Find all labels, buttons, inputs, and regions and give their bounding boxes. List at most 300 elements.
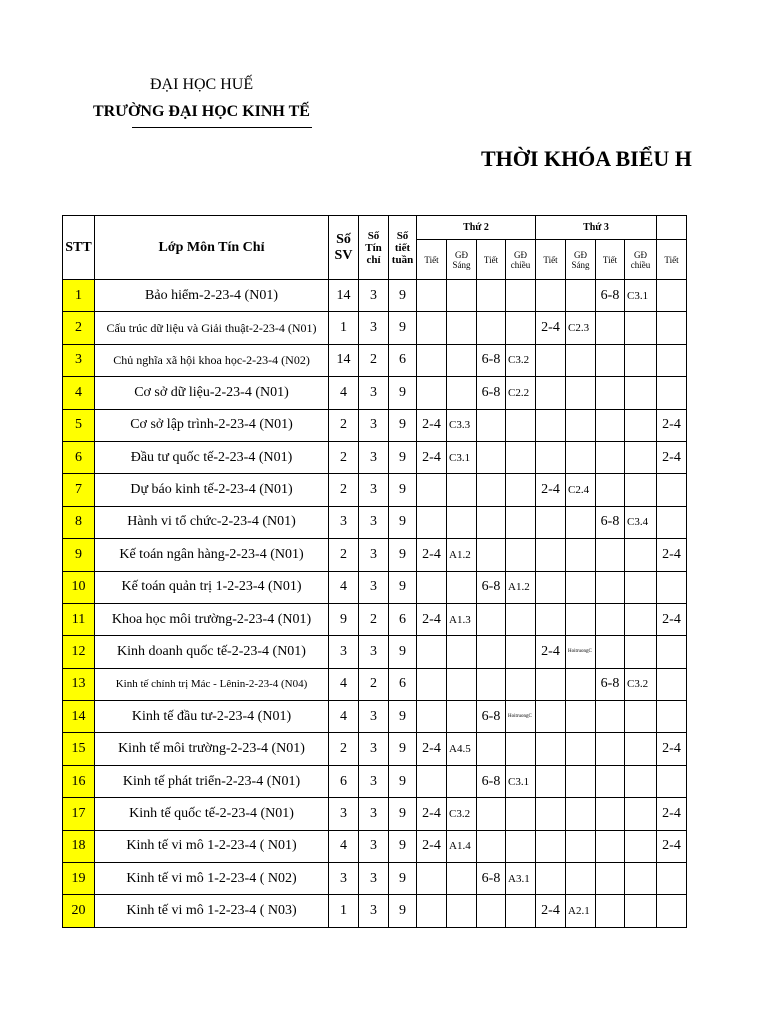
timetable <box>62 215 687 928</box>
tuesday-morning-periods <box>536 830 566 862</box>
class-name: Kinh doanh quốc tế-2-23-4 (N01) <box>95 636 329 668</box>
class-name: Kế toán quản trị 1-2-23-4 (N01) <box>95 571 329 603</box>
table-row <box>63 441 687 473</box>
tuesday-morning-room <box>566 344 596 376</box>
monday-afternoon-room <box>506 409 536 441</box>
monday-afternoon-room <box>506 733 536 765</box>
tuesday-morning-periods <box>536 280 566 312</box>
table-row <box>63 539 687 571</box>
header-credits-line3: chỉ <box>366 253 381 266</box>
period-count: 9 <box>389 280 417 312</box>
tuesday-afternoon-room <box>625 571 657 603</box>
credit-count: 2 <box>359 603 389 635</box>
tuesday-afternoon-periods <box>596 344 625 376</box>
period-count: 6 <box>389 668 417 700</box>
tuesday-morning-room <box>566 441 596 473</box>
table-row <box>63 409 687 441</box>
credit-count: 3 <box>359 409 389 441</box>
table-row <box>63 506 687 538</box>
header-underline <box>132 127 312 128</box>
table-row <box>63 377 687 409</box>
monday-afternoon-periods: 6-8 <box>477 571 506 603</box>
row-number: 10 <box>63 571 95 603</box>
student-count: 4 <box>329 377 359 409</box>
period-count: 9 <box>389 506 417 538</box>
student-count: 2 <box>329 733 359 765</box>
row-number: 12 <box>63 636 95 668</box>
monday-morning-periods: 2-4 <box>417 830 447 862</box>
tuesday-afternoon-room <box>625 701 657 733</box>
monday-morning-room: A1.4 <box>447 830 477 862</box>
tuesday-afternoon-room <box>625 539 657 571</box>
monday-morning-periods: 2-4 <box>417 603 447 635</box>
period-count: 9 <box>389 571 417 603</box>
header-periods-line2: tiết <box>394 241 411 254</box>
monday-morning-room <box>447 506 477 538</box>
tuesday-afternoon-room <box>625 798 657 830</box>
page-title: THỜI KHÓA BIỂU H <box>481 146 692 171</box>
wednesday-periods: 2-4 <box>657 603 687 635</box>
table-row <box>63 733 687 765</box>
table-row <box>63 798 687 830</box>
row-number: 8 <box>63 506 95 538</box>
credit-count: 3 <box>359 863 389 895</box>
tuesday-morning-room <box>566 733 596 765</box>
tuesday-morning-periods <box>536 506 566 538</box>
monday-morning-periods <box>417 312 447 344</box>
row-number: 11 <box>63 603 95 635</box>
row-number: 14 <box>63 701 95 733</box>
period-count: 9 <box>389 895 417 927</box>
monday-afternoon-room <box>506 506 536 538</box>
header-t3-tiet-afternoon: Tiết <box>596 240 625 280</box>
monday-afternoon-periods <box>477 312 506 344</box>
monday-morning-periods: 2-4 <box>417 798 447 830</box>
header-t3-gd-morning <box>566 240 596 280</box>
student-count: 3 <box>329 636 359 668</box>
monday-afternoon-periods: 6-8 <box>477 701 506 733</box>
monday-afternoon-room <box>506 830 536 862</box>
monday-morning-periods <box>417 474 447 506</box>
row-number: 16 <box>63 765 95 797</box>
header-periods-line3: tuần <box>391 253 414 266</box>
timetable-body <box>63 280 687 928</box>
tuesday-afternoon-periods <box>596 474 625 506</box>
wednesday-periods <box>657 863 687 895</box>
tuesday-morning-periods <box>536 668 566 700</box>
class-name: Kế toán ngân hàng-2-23-4 (N01) <box>95 539 329 571</box>
monday-afternoon-room <box>506 474 536 506</box>
monday-morning-periods <box>417 377 447 409</box>
tuesday-morning-room: A2.1 <box>566 895 596 927</box>
tuesday-morning-periods <box>536 441 566 473</box>
student-count: 1 <box>329 312 359 344</box>
gd-label: GĐ <box>514 249 527 260</box>
period-count: 9 <box>389 863 417 895</box>
wednesday-periods: 2-4 <box>657 798 687 830</box>
tuesday-afternoon-periods <box>596 830 625 862</box>
monday-morning-room <box>447 377 477 409</box>
class-name: Kinh tế phát triển-2-23-4 (N01) <box>95 765 329 797</box>
monday-afternoon-room <box>506 539 536 571</box>
tuesday-afternoon-periods <box>596 409 625 441</box>
monday-morning-room <box>447 474 477 506</box>
period-count: 9 <box>389 830 417 862</box>
period-count: 9 <box>389 798 417 830</box>
wednesday-periods <box>657 506 687 538</box>
tuesday-morning-room <box>566 539 596 571</box>
monday-morning-room <box>447 668 477 700</box>
tuesday-morning-periods: 2-4 <box>536 636 566 668</box>
class-name: Kinh tế vi mô 1-2-23-4 ( N01) <box>95 830 329 862</box>
monday-afternoon-room: HoitruongC <box>506 701 536 733</box>
row-number: 7 <box>63 474 95 506</box>
period-count: 9 <box>389 539 417 571</box>
wednesday-periods: 2-4 <box>657 441 687 473</box>
gd-label: GĐ <box>455 249 468 260</box>
monday-morning-periods: 2-4 <box>417 539 447 571</box>
class-name: Đầu tư quốc tế-2-23-4 (N01) <box>95 441 329 473</box>
monday-morning-room <box>447 765 477 797</box>
tuesday-morning-room: HoitruongC <box>566 636 596 668</box>
student-count: 2 <box>329 474 359 506</box>
monday-afternoon-periods <box>477 636 506 668</box>
tuesday-morning-periods <box>536 603 566 635</box>
row-number: 1 <box>63 280 95 312</box>
monday-afternoon-periods <box>477 474 506 506</box>
header-t2-gd-afternoon <box>506 240 536 280</box>
class-name: Hành vi tổ chức-2-23-4 (N01) <box>95 506 329 538</box>
monday-afternoon-periods <box>477 506 506 538</box>
monday-morning-room <box>447 280 477 312</box>
wednesday-periods <box>657 636 687 668</box>
student-count: 3 <box>329 863 359 895</box>
class-name: Dự báo kinh tế-2-23-4 (N01) <box>95 474 329 506</box>
credit-count: 3 <box>359 830 389 862</box>
student-count: 3 <box>329 506 359 538</box>
table-row <box>63 603 687 635</box>
wednesday-periods <box>657 344 687 376</box>
tuesday-afternoon-periods <box>596 863 625 895</box>
table-row <box>63 701 687 733</box>
period-count: 9 <box>389 636 417 668</box>
monday-afternoon-room <box>506 668 536 700</box>
monday-morning-periods <box>417 701 447 733</box>
monday-morning-room: C3.3 <box>447 409 477 441</box>
credit-count: 3 <box>359 474 389 506</box>
tuesday-afternoon-room <box>625 474 657 506</box>
student-count: 2 <box>329 441 359 473</box>
header-credits-line2: Tín <box>365 241 382 254</box>
tuesday-afternoon-room <box>625 765 657 797</box>
tuesday-morning-room <box>566 668 596 700</box>
monday-morning-periods <box>417 863 447 895</box>
monday-morning-room <box>447 895 477 927</box>
tuesday-afternoon-periods <box>596 377 625 409</box>
tuesday-afternoon-periods <box>596 765 625 797</box>
monday-morning-periods <box>417 571 447 603</box>
monday-morning-room: A1.3 <box>447 603 477 635</box>
tuesday-morning-periods: 2-4 <box>536 895 566 927</box>
monday-morning-room <box>447 863 477 895</box>
student-count: 2 <box>329 539 359 571</box>
tuesday-afternoon-room: C3.1 <box>625 280 657 312</box>
tuesday-afternoon-room <box>625 863 657 895</box>
header-class: Lớp Môn Tín Chỉ <box>95 216 329 280</box>
monday-afternoon-periods <box>477 895 506 927</box>
monday-morning-periods <box>417 895 447 927</box>
tuesday-morning-room <box>566 377 596 409</box>
monday-afternoon-periods: 6-8 <box>477 765 506 797</box>
tuesday-afternoon-periods <box>596 636 625 668</box>
student-count: 6 <box>329 765 359 797</box>
header-students-line2: SV <box>334 247 353 263</box>
tuesday-morning-room <box>566 603 596 635</box>
row-number: 13 <box>63 668 95 700</box>
class-name: Kinh tế chính trị Mác - Lênin-2-23-4 (N04) <box>95 668 329 700</box>
gd-label: GĐ <box>634 249 647 260</box>
table-row <box>63 668 687 700</box>
class-name: Cơ sở dữ liệu-2-23-4 (N01) <box>95 377 329 409</box>
header-periods <box>389 216 417 280</box>
row-number: 5 <box>63 409 95 441</box>
credit-count: 3 <box>359 733 389 765</box>
tuesday-morning-room <box>566 765 596 797</box>
row-number: 15 <box>63 733 95 765</box>
monday-morning-room <box>447 571 477 603</box>
tuesday-morning-room: C2.3 <box>566 312 596 344</box>
tuesday-afternoon-room <box>625 830 657 862</box>
table-row <box>63 895 687 927</box>
wednesday-periods <box>657 765 687 797</box>
class-name: Cơ sở lập trình-2-23-4 (N01) <box>95 409 329 441</box>
tuesday-afternoon-periods <box>596 312 625 344</box>
tuesday-afternoon-room <box>625 636 657 668</box>
tuesday-morning-room <box>566 506 596 538</box>
header-stt: STT <box>63 216 95 280</box>
monday-morning-room: A4.5 <box>447 733 477 765</box>
monday-afternoon-periods: 6-8 <box>477 377 506 409</box>
student-count: 2 <box>329 409 359 441</box>
monday-afternoon-room: A3.1 <box>506 863 536 895</box>
student-count: 14 <box>329 280 359 312</box>
monday-morning-periods <box>417 506 447 538</box>
tuesday-morning-periods <box>536 377 566 409</box>
tuesday-morning-periods <box>536 765 566 797</box>
class-name: Bảo hiểm-2-23-4 (N01) <box>95 280 329 312</box>
monday-morning-room: C3.1 <box>447 441 477 473</box>
row-number: 3 <box>63 344 95 376</box>
student-count: 14 <box>329 344 359 376</box>
tuesday-morning-room <box>566 830 596 862</box>
header-credits-line1: Số <box>367 229 380 242</box>
tuesday-morning-room: C2.4 <box>566 474 596 506</box>
credit-count: 3 <box>359 441 389 473</box>
tuesday-morning-periods <box>536 798 566 830</box>
monday-morning-periods: 2-4 <box>417 441 447 473</box>
monday-morning-room <box>447 701 477 733</box>
monday-morning-periods: 2-4 <box>417 409 447 441</box>
period-count: 9 <box>389 474 417 506</box>
monday-afternoon-room <box>506 603 536 635</box>
wednesday-periods: 2-4 <box>657 539 687 571</box>
period-count: 9 <box>389 312 417 344</box>
student-count: 1 <box>329 895 359 927</box>
class-name: Kinh tế vi mô 1-2-23-4 ( N03) <box>95 895 329 927</box>
table-row <box>63 863 687 895</box>
class-name: Kinh tế quốc tế-2-23-4 (N01) <box>95 798 329 830</box>
wednesday-periods <box>657 895 687 927</box>
credit-count: 3 <box>359 280 389 312</box>
row-number: 20 <box>63 895 95 927</box>
header-t3-tiet-morning: Tiết <box>536 240 566 280</box>
period-count: 9 <box>389 377 417 409</box>
tuesday-morning-room <box>566 701 596 733</box>
table-row <box>63 344 687 376</box>
tuesday-morning-periods <box>536 344 566 376</box>
monday-afternoon-periods <box>477 668 506 700</box>
student-count: 3 <box>329 798 359 830</box>
tuesday-morning-periods <box>536 409 566 441</box>
header-day-monday: Thứ 2 <box>417 216 536 240</box>
credit-count: 3 <box>359 506 389 538</box>
tuesday-morning-room <box>566 409 596 441</box>
university-name: ĐẠI HỌC HUẾ <box>150 76 254 93</box>
monday-morning-periods: 2-4 <box>417 733 447 765</box>
wednesday-periods <box>657 312 687 344</box>
tuesday-afternoon-periods <box>596 603 625 635</box>
monday-afternoon-room <box>506 280 536 312</box>
monday-morning-periods <box>417 344 447 376</box>
header-t2-tiet-morning: Tiết <box>417 240 447 280</box>
tuesday-afternoon-periods <box>596 539 625 571</box>
credit-count: 3 <box>359 571 389 603</box>
wednesday-periods <box>657 377 687 409</box>
monday-morning-room <box>447 312 477 344</box>
tuesday-afternoon-room <box>625 344 657 376</box>
monday-morning-room: C3.2 <box>447 798 477 830</box>
header-t4-tiet: Tiết <box>657 240 687 280</box>
wednesday-periods <box>657 701 687 733</box>
gd-afternoon-label: chiều <box>630 259 651 270</box>
monday-afternoon-room <box>506 798 536 830</box>
monday-morning-periods <box>417 636 447 668</box>
tuesday-afternoon-room: C3.4 <box>625 506 657 538</box>
table-row <box>63 830 687 862</box>
wednesday-periods: 2-4 <box>657 733 687 765</box>
monday-afternoon-room: C3.2 <box>506 344 536 376</box>
tuesday-afternoon-room <box>625 895 657 927</box>
header-day-tuesday: Thứ 3 <box>536 216 657 240</box>
wednesday-periods: 2-4 <box>657 830 687 862</box>
row-number: 17 <box>63 798 95 830</box>
wednesday-periods <box>657 280 687 312</box>
tuesday-afternoon-periods <box>596 571 625 603</box>
monday-morning-room: A1.2 <box>447 539 477 571</box>
table-row <box>63 280 687 312</box>
school-name: TRƯỜNG ĐẠI HỌC KINH TẾ <box>93 103 310 120</box>
tuesday-morning-room <box>566 798 596 830</box>
monday-afternoon-periods <box>477 798 506 830</box>
table-row <box>63 474 687 506</box>
tuesday-afternoon-periods <box>596 798 625 830</box>
table-row <box>63 571 687 603</box>
wednesday-periods <box>657 571 687 603</box>
header-periods-line1: Số <box>396 229 409 242</box>
wednesday-periods <box>657 474 687 506</box>
period-count: 9 <box>389 733 417 765</box>
period-count: 6 <box>389 344 417 376</box>
monday-afternoon-room: C3.1 <box>506 765 536 797</box>
tuesday-afternoon-room: C3.2 <box>625 668 657 700</box>
table-row <box>63 312 687 344</box>
tuesday-afternoon-periods: 6-8 <box>596 280 625 312</box>
tuesday-morning-room <box>566 863 596 895</box>
monday-afternoon-periods <box>477 409 506 441</box>
header-students-line1: Số <box>336 231 351 247</box>
tuesday-morning-periods <box>536 863 566 895</box>
row-number: 18 <box>63 830 95 862</box>
row-number: 2 <box>63 312 95 344</box>
tuesday-afternoon-periods: 6-8 <box>596 668 625 700</box>
period-count: 6 <box>389 603 417 635</box>
monday-afternoon-room: C2.2 <box>506 377 536 409</box>
credit-count: 2 <box>359 668 389 700</box>
tuesday-morning-periods <box>536 733 566 765</box>
monday-afternoon-periods <box>477 539 506 571</box>
row-number: 6 <box>63 441 95 473</box>
tuesday-afternoon-room <box>625 377 657 409</box>
monday-morning-periods <box>417 668 447 700</box>
monday-afternoon-periods <box>477 830 506 862</box>
table-row <box>63 765 687 797</box>
tuesday-afternoon-room <box>625 603 657 635</box>
period-count: 9 <box>389 701 417 733</box>
period-count: 9 <box>389 409 417 441</box>
student-count: 4 <box>329 701 359 733</box>
wednesday-periods: 2-4 <box>657 409 687 441</box>
class-name: Kinh tế vi mô 1-2-23-4 ( N02) <box>95 863 329 895</box>
tuesday-morning-periods: 2-4 <box>536 312 566 344</box>
tuesday-afternoon-periods <box>596 733 625 765</box>
credit-count: 3 <box>359 765 389 797</box>
tuesday-afternoon-room <box>625 409 657 441</box>
header-t3-gd-afternoon <box>625 240 657 280</box>
class-name: Cấu trúc dữ liệu và Giải thuật-2-23-4 (N01) <box>95 312 329 344</box>
monday-morning-periods <box>417 280 447 312</box>
tuesday-afternoon-periods <box>596 441 625 473</box>
monday-afternoon-periods <box>477 603 506 635</box>
monday-afternoon-periods: 6-8 <box>477 863 506 895</box>
gd-label: GĐ <box>574 249 587 260</box>
table-row <box>63 636 687 668</box>
tuesday-afternoon-room <box>625 312 657 344</box>
tuesday-morning-periods <box>536 571 566 603</box>
student-count: 4 <box>329 830 359 862</box>
monday-morning-periods <box>417 765 447 797</box>
row-number: 9 <box>63 539 95 571</box>
credit-count: 3 <box>359 798 389 830</box>
monday-morning-room <box>447 636 477 668</box>
tuesday-morning-room <box>566 280 596 312</box>
monday-afternoon-periods <box>477 441 506 473</box>
monday-afternoon-room <box>506 441 536 473</box>
monday-afternoon-room <box>506 895 536 927</box>
header-students <box>329 216 359 280</box>
monday-afternoon-room <box>506 636 536 668</box>
period-count: 9 <box>389 441 417 473</box>
row-number: 4 <box>63 377 95 409</box>
